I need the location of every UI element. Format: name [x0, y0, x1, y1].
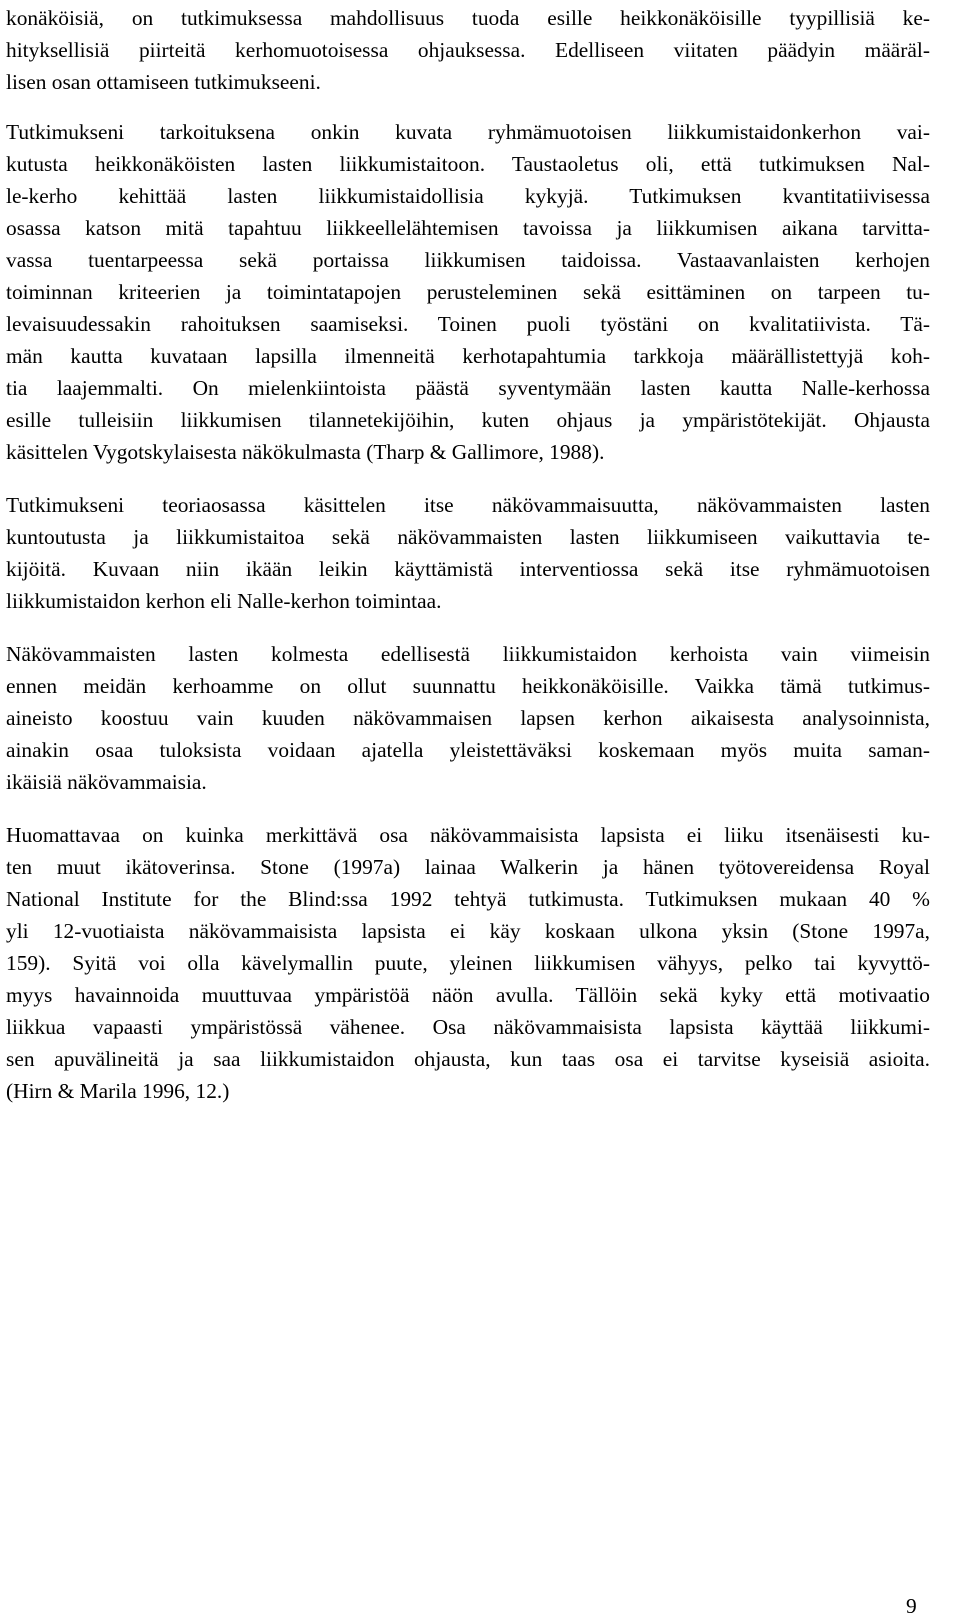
- text-line: toiminnan kriteerien ja toimintatapojen perusteleminen sekä esittäminen on tarpeen tu-: [6, 280, 930, 304]
- text-line: hityksellisiä piirteitä kerhomuotoisessa ohjauksessa. Edelliseen viitaten päädyin määräl-: [6, 38, 930, 62]
- text-line: Tutkimukseni teoriaosassa käsittelen itse näkövammaisuutta, näkövammaisten lasten: [6, 493, 930, 517]
- text-line: liikkua vapaasti ympäristössä vähenee. Osa näkövammaisista lapsista käyttää liikkumi-: [6, 1015, 930, 1039]
- text-line: myys havainnoida muuttuvaa ympäristöä näön avulla. Tällöin sekä kyky että motivaatio: [6, 983, 930, 1007]
- text-line: kutusta heikkonäköisten lasten liikkumistaitoon. Taustaoletus oli, että tutkimuksen Nal-: [6, 152, 930, 176]
- text-line: konäköisiä, on tutkimuksessa mahdollisuus tuoda esille heikkonäköisille tyypillisiä ke-: [6, 6, 930, 30]
- text-line: osassa katson mitä tapahtuu liikkeellelähtemisen tavoissa ja liikkumisen aikana tarvitta-: [6, 216, 930, 240]
- text-line: levaisuudessakin rahoituksen saamiseksi. Toinen puoli työstäni on kvalitatiivista. Tä-: [6, 312, 930, 336]
- text-line: män kautta kuvataan lapsilla ilmenneitä kerhotapahtumia tarkkoja määrällistettyjä koh-: [6, 344, 930, 368]
- text-line: Näkövammaisten lasten kolmesta edellisestä liikkumistaidon kerhoista vain viimeisin: [6, 642, 930, 666]
- text-line: yli 12-vuotiaista näkövammaisista lapsista ei käy koskaan ulkona yksin (Stone 1997a,: [6, 919, 930, 943]
- text-line: Tutkimukseni tarkoituksena onkin kuvata ryhmämuotoisen liikkumistaidonkerhon vai-: [6, 120, 930, 144]
- text-line: liikkumistaidon kerhon eli Nalle-kerhon toimintaa.: [6, 589, 442, 613]
- text-line: ainakin osaa tuloksista voidaan ajatella yleistettäväksi koskemaan myös muita saman-: [6, 738, 930, 762]
- text-line: kijöitä. Kuvaan niin ikään leikin käyttämistä interventiossa sekä itse ryhmämuotoisen: [6, 557, 930, 581]
- text-line: kuntoutusta ja liikkumistaitoa sekä näkövammaisten lasten liikkumiseen vaikuttavia te-: [6, 525, 930, 549]
- text-line: tia laajemmalti. On mielenkiintoista päästä syventymään lasten kautta Nalle-kerhossa: [6, 376, 930, 400]
- text-line: (Hirn & Marila 1996, 12.): [6, 1079, 230, 1103]
- text-line: aineisto koostuu vain kuuden näkövammaisen lapsen kerhon aikaisesta analysoinnista,: [6, 706, 930, 730]
- page-number: 9: [906, 1594, 917, 1618]
- text-line: käsittelen Vygotskylaisesta näkökulmasta (Tharp & Gallimore, 1988).: [6, 440, 605, 464]
- text-line: esille tulleisiin liikkumisen tilannetekijöihin, kuten ohjaus ja ympäristötekijät. Ohjausta: [6, 408, 930, 432]
- text-line: ennen meidän kerhoamme on ollut suunnattu heikkonäköisille. Vaikka tämä tutkimus-: [6, 674, 930, 698]
- text-line: le-kerho kehittää lasten liikkumistaidollisia kykyjä. Tutkimuksen kvantitatiivisessa: [6, 184, 930, 208]
- text-line: Huomattavaa on kuinka merkittävä osa näkövammaisista lapsista ei liiku itsenäisesti ku-: [6, 823, 930, 847]
- text-line: sen apuvälineitä ja saa liikkumistaidon ohjausta, kun taas osa ei tarvitse kyseisiä asioita.: [6, 1047, 930, 1071]
- text-line: vassa tuentarpeessa sekä portaissa liikkumisen taidoissa. Vastaavanlaisten kerhojen: [6, 248, 930, 272]
- text-line: ten muut ikätoverinsa. Stone (1997a) lainaa Walkerin ja hänen työtovereidensa Royal: [6, 855, 930, 879]
- text-line: National Institute for the Blind:ssa 1992 tehtyä tutkimusta. Tutkimuksen mukaan 40 %: [6, 887, 930, 911]
- text-line: lisen osan ottamiseen tutkimukseeni.: [6, 70, 321, 94]
- text-line: ikäisiä näkövammaisia.: [6, 770, 207, 794]
- text-line: 159). Syitä voi olla kävelymallin puute, yleinen liikkumisen vähyys, pelko tai kyvyttö-: [6, 951, 930, 975]
